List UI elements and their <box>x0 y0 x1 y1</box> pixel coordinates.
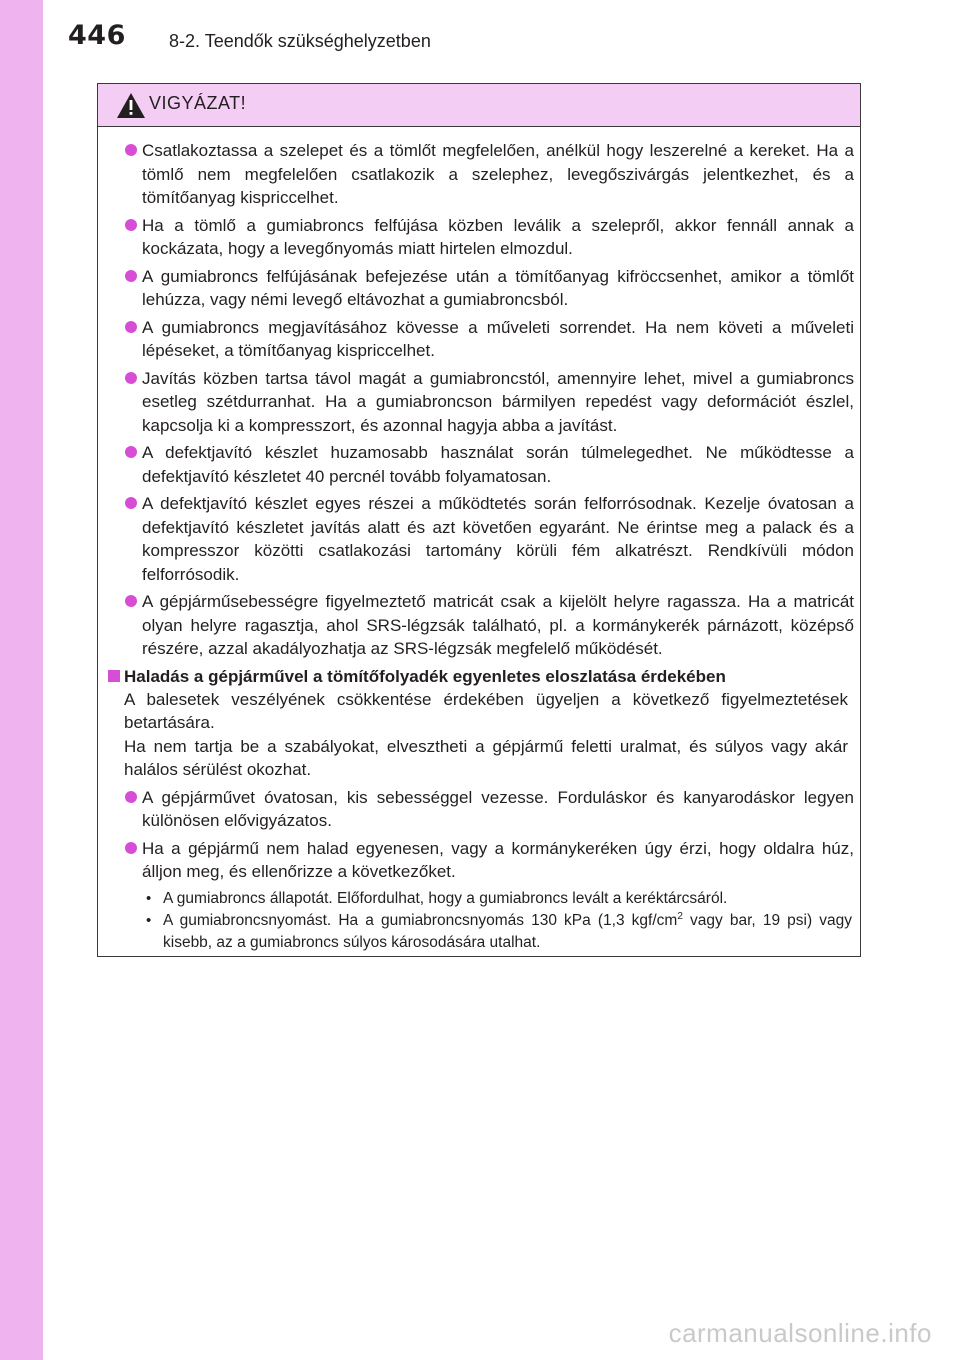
bullet-dot-icon <box>125 321 137 333</box>
section-item <box>98 786 862 833</box>
warning-triangle-icon <box>116 92 146 119</box>
section-item-text: Ha a gépjármű nem halad egyenesen, vagy a kormánykeréken úgy érzi, hogy oldalra húz, álljon meg, és ellenőrizze a következőket. <box>142 838 854 881</box>
bullet-dot-icon <box>125 270 137 282</box>
sub-list-item <box>98 910 862 954</box>
warning-item <box>98 590 862 661</box>
page-number: 446 <box>68 20 126 51</box>
side-band <box>0 0 43 1360</box>
section-item-text: A gépjárművet óvatosan, kis sebességgel vezesse. Forduláskor és kanyarodáskor legyen különösen elővigyázatos. <box>142 787 854 830</box>
sub-list-item <box>98 888 862 910</box>
warning-item-text: A defektjavító készlet huzamosabb használat során túlmelegedhet. Ne működtesse a defektjavító készletet 40 percnél tovább folyamatosan. <box>142 443 854 486</box>
sub-list-item-text-start: A gumiabroncsnyomást. Ha a gumiabroncsnyomás 130 kPa (1,3 kgf/cm <box>163 911 678 929</box>
warning-item-text: Csatlakoztassa a szelepet és a tömlőt megfelelően, anélkül hogy leszerelné a kereket. Ha a tömlő nem megfelelően csatlakozik a szelephez, levegőszivárgás jelentkezhet, és a tömítőanyag kispriccelhet. <box>142 141 854 207</box>
superscript: 2 <box>677 910 683 922</box>
bullet-point-icon: • <box>146 889 152 907</box>
warning-item <box>98 316 862 363</box>
warning-item <box>98 214 862 261</box>
warning-header <box>98 84 860 127</box>
warning-item-text: A gépjárműsebességre figyelmeztető matricát csak a kijelölt helyre ragassza. Ha a matricát olyan helyre ragasztja, ahol SRS-légzsák található, pl. a kormánykerék párnázott, középső részére, azzal akadályozhatja az SRS-légzsák megfelelő működését. <box>142 592 854 658</box>
warning-body <box>98 139 862 954</box>
warning-item <box>98 441 862 488</box>
warning-item <box>98 139 862 210</box>
bullet-dot-icon <box>125 497 137 509</box>
bullet-dot-icon <box>125 372 137 384</box>
square-bullet-icon <box>108 670 120 682</box>
warning-title: VIGYÁZAT! <box>149 93 247 113</box>
bullet-dot-icon <box>125 144 137 156</box>
warning-item-text: Javítás közben tartsa távol magát a gumiabroncstól, amennyire lehet, mivel a gumiabroncs esetleg szétdurranhat. Ha a gumiabroncson bármilyen repedést vagy deformációt észlel, kapcsolja ki a kompresszort, és azonnal hagyja abba a javítást. <box>142 368 854 435</box>
bullet-dot-icon <box>125 219 137 231</box>
section-paragraph: Ha nem tartja be a szabályokat, elvesztheti a gépjármű feletti uralmat, és súlyos vagy akár halálos sérülést okozhat. <box>124 736 848 779</box>
section-heading <box>98 665 862 688</box>
warning-item <box>98 492 862 586</box>
warning-item <box>98 367 862 438</box>
bullet-dot-icon <box>125 842 137 854</box>
sub-list-item-text-end: vagy bar, 19 psi) vagy kisebb, az a gumiabroncs súlyos károsodására utalhat. <box>163 911 852 951</box>
bullet-dot-icon <box>125 446 137 458</box>
warning-item-text: A defektjavító készlet egyes részei a működtetés során felforrósodnak. Kezelje óvatosan a defektjavító készletet javítás alatt és azt követően egyaránt. Ne érintse meg a palack és a kompresszor közötti csatlakozási tartomány körüli fém alkatrészt. Rendkívüli módon felforrósodik. <box>142 494 854 584</box>
watermark: carmanualsonline.info <box>668 1318 932 1348</box>
warning-item-text: Ha a tömlő a gumiabroncs felfújása közben leválik a szelepről, akkor fennáll annak a kockázata, hogy a levegőnyomás miatt hirtelen elmozdul. <box>142 215 854 258</box>
sub-list-item-text: A gumiabroncs állapotát. Előfordulhat, hogy a gumiabroncs levált a keréktárcsáról. <box>163 889 728 907</box>
section-item <box>98 837 862 884</box>
bullet-dot-icon <box>125 595 137 607</box>
warning-item-text: A gumiabroncs megjavításához kövesse a műveleti sorrendet. Ha nem követi a műveleti lépéseket, a tömítőanyag kispriccelhet. <box>142 317 854 360</box>
section-heading-text: Haladás a gépjárművel a tömítőfolyadék egyenletes eloszlatása érdekében <box>124 666 726 686</box>
bullet-point-icon: • <box>146 911 152 929</box>
section-title: 8-2. Teendők szükséghelyzetben <box>169 31 431 51</box>
warning-item <box>98 265 862 312</box>
section-paragraph: A balesetek veszélyének csökkentése érdekében ügyeljen a következő figyelmeztetések betartására. <box>124 689 848 732</box>
bullet-dot-icon <box>125 791 137 803</box>
warning-box <box>97 83 861 957</box>
sub-list <box>98 888 862 954</box>
warning-item-text: A gumiabroncs felfújásának befejezése után a tömítőanyag kifröccsenhet, amikor a tömlőt lehúzza, vagy némi levegő eltávozhat a gumiabroncsból. <box>142 266 854 309</box>
